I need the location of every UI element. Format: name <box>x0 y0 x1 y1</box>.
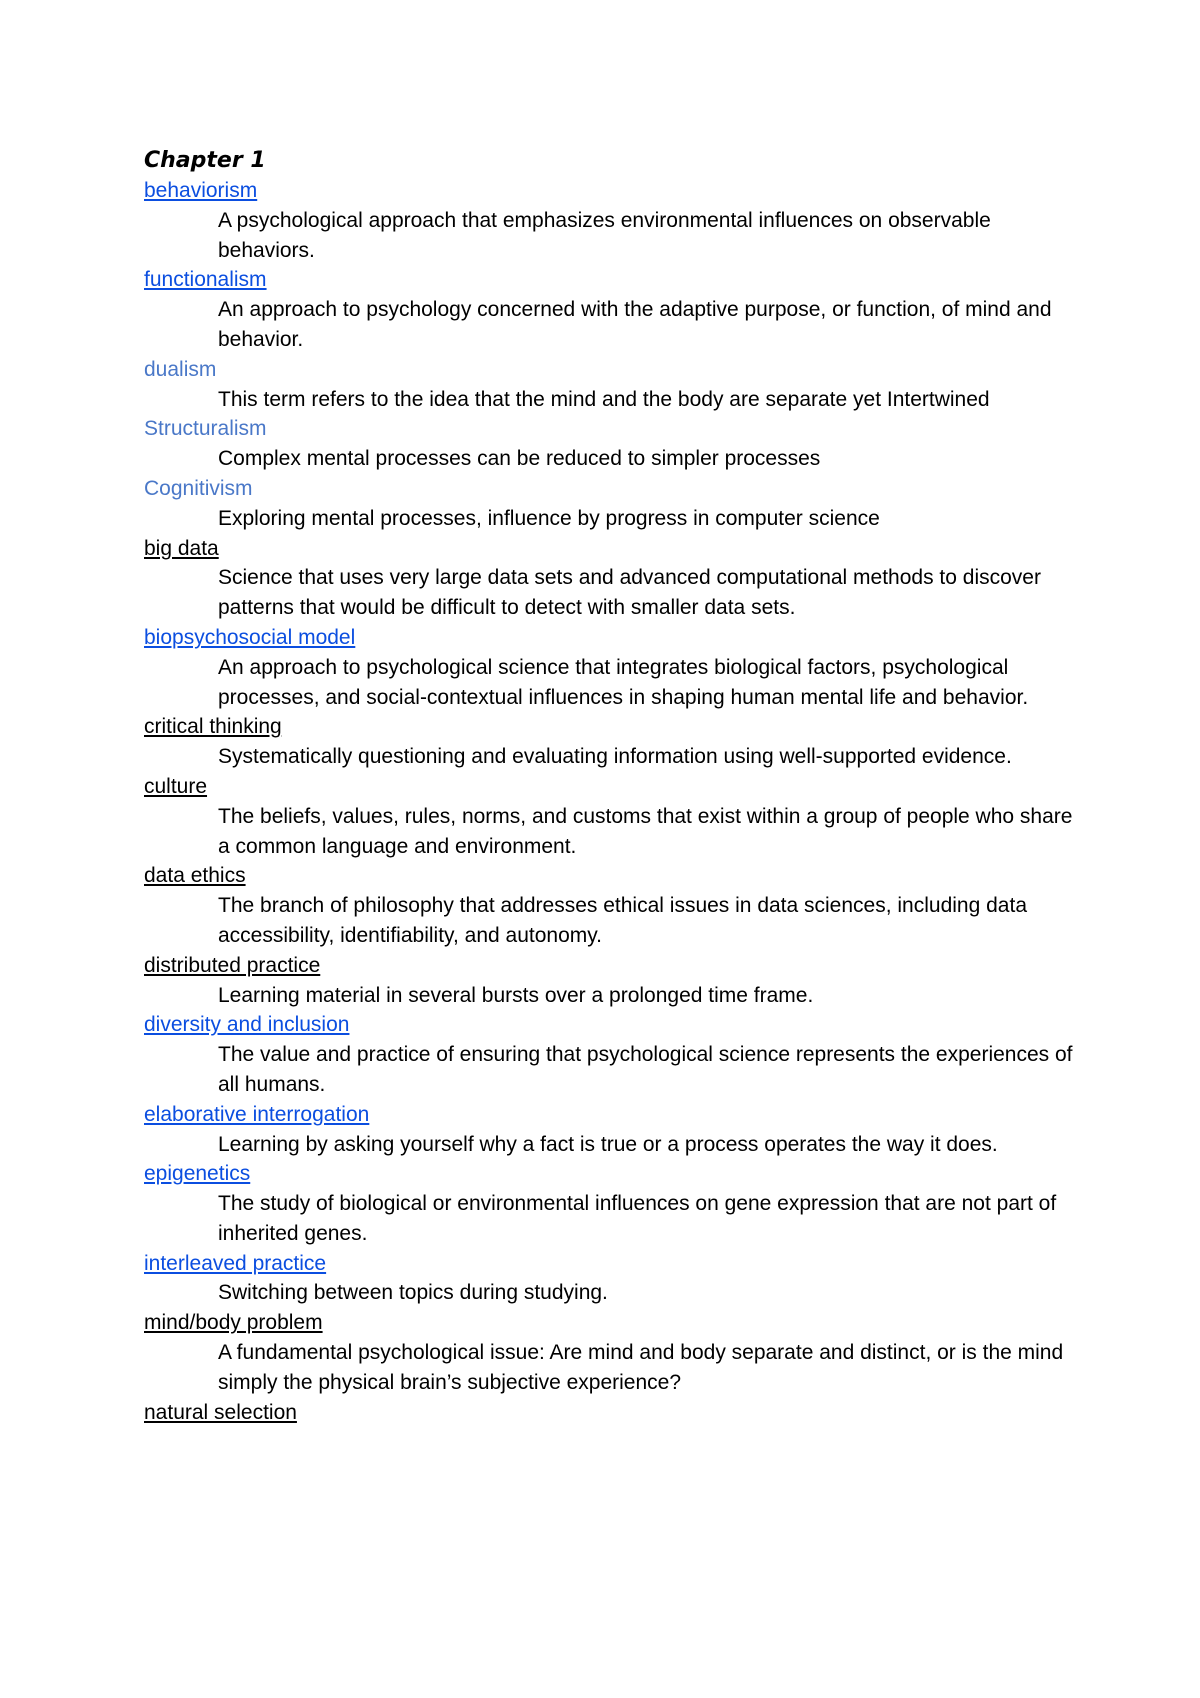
glossary-definition: The beliefs, values, rules, norms, and customs that exist within a group of people who share a common language and environment. <box>218 804 1073 858</box>
glossary-definition: The study of biological or environmental influences on gene expression that are not part of inherited genes. <box>218 1192 1057 1245</box>
glossary-entries <box>144 176 1084 1427</box>
glossary-term-label[interactable]: diversity and inclusion <box>144 1013 350 1037</box>
glossary-term-label: natural selection <box>144 1400 297 1424</box>
glossary-definition: An approach to psychology concerned with the adaptive purpose, or function, of mind and behavior. <box>218 298 1052 351</box>
glossary-term <box>144 414 1084 444</box>
glossary-term-label: mind/body problem <box>144 1311 323 1335</box>
glossary-term <box>144 534 1084 564</box>
glossary-term <box>144 951 1084 981</box>
glossary-term-label[interactable]: biopsychosocial model <box>144 625 356 649</box>
glossary-definition: Science that uses very large data sets and advanced computational methods to discover patterns that would be difficult to detect with smaller data sets. <box>218 566 1041 620</box>
glossary-term-label: dualism <box>144 357 217 381</box>
glossary-term-label: Structuralism <box>144 417 267 441</box>
glossary-definition: An approach to psychological science that integrates biological factors, psychological processes, and social-contextual influences in shaping human mental life and behavior. <box>218 655 1029 709</box>
glossary-term-label: data ethics <box>144 864 246 888</box>
glossary-term-label[interactable]: functionalism <box>144 268 267 292</box>
glossary-definition: Complex mental processes can be reduced to simpler processes <box>218 447 821 471</box>
glossary-definition: Exploring mental processes, influence by progress in computer science <box>218 506 880 530</box>
glossary-term <box>144 355 1084 385</box>
glossary-term <box>144 772 1084 802</box>
glossary-term-label: big data <box>144 536 219 560</box>
glossary-definition: This term refers to the idea that the mind and the body are separate yet Intertwined <box>218 387 990 411</box>
glossary-definition: Systematically questioning and evaluating information using well-supported evidence. <box>218 745 1012 769</box>
glossary-term[interactable] <box>144 1249 1084 1279</box>
glossary-term[interactable] <box>144 1100 1084 1130</box>
glossary-term <box>144 1398 1084 1428</box>
glossary-definition: Switching between topics during studying. <box>218 1281 608 1305</box>
glossary-term-label: distributed practice <box>144 953 321 977</box>
glossary-term-label[interactable]: behaviorism <box>144 179 258 202</box>
glossary-term[interactable] <box>144 623 1084 653</box>
glossary-definition: The value and practice of ensuring that psychological science represents the experiences of all humans. <box>218 1043 1073 1096</box>
glossary-definition: A fundamental psychological issue: Are mind and body separate and distinct, or is the mind simply the physical brain’s subjective experience? <box>218 1341 1064 1394</box>
chapter-heading: Chapter 1 <box>144 148 266 173</box>
glossary-term-label: Cognitivism <box>144 476 253 500</box>
glossary-term <box>144 1308 1084 1338</box>
glossary-definition: Learning by asking yourself why a fact is true or a process operates the way it does. <box>218 1132 998 1156</box>
glossary-term <box>144 474 1084 504</box>
glossary-term <box>144 861 1084 891</box>
glossary-term <box>144 712 1084 742</box>
glossary-term[interactable] <box>144 1010 1084 1040</box>
glossary-term-label: culture <box>144 774 208 798</box>
glossary-term-label[interactable]: interleaved practice <box>144 1251 327 1275</box>
glossary-term[interactable] <box>144 176 1084 206</box>
glossary-definition: The branch of philosophy that addresses ethical issues in data sciences, including data accessibility, identifiability, and autonomy. <box>218 894 1027 947</box>
glossary-term-label[interactable]: elaborative interrogation <box>144 1102 370 1126</box>
glossary-content <box>144 146 1084 1427</box>
glossary-term[interactable] <box>144 265 1084 295</box>
glossary-definition: Learning material in several bursts over a prolonged time frame. <box>218 983 814 1007</box>
glossary-term[interactable] <box>144 1159 1084 1189</box>
glossary-term-label[interactable]: epigenetics <box>144 1162 251 1186</box>
glossary-definition: A psychological approach that emphasizes environmental influences on observable behaviors. <box>218 208 991 262</box>
glossary-term-label: critical thinking <box>144 715 282 739</box>
